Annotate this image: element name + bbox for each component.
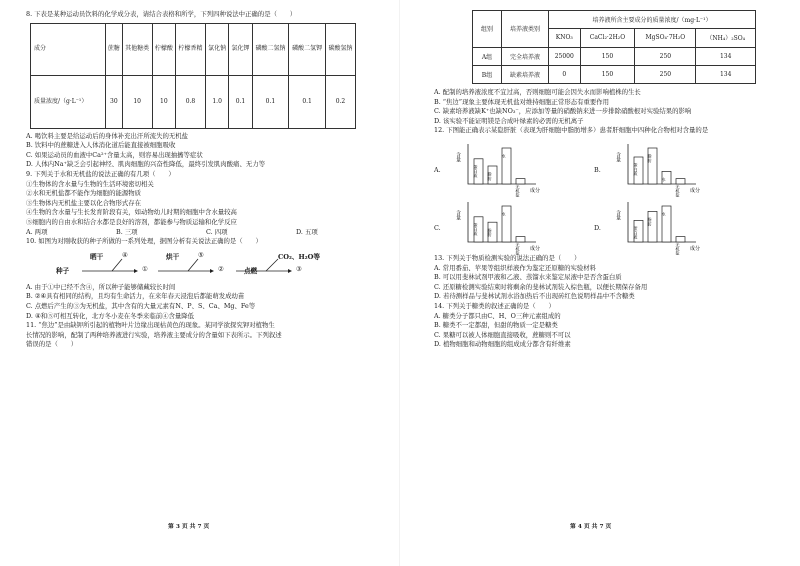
flow-step-dry: 晒干 [90, 252, 104, 261]
q8-option-a: A. 喝饮料主要是给运动后的身体补充出汗所流失的无机盐 [26, 131, 189, 140]
q13-option-c: C. 还原糖检测实验结束时将剩余的斐林试剂装入棕色瓶，以便长期保存备用 [434, 282, 648, 291]
table-cell: 磷酸二氢钾 [289, 23, 326, 76]
table-cell: 氯化钠 [205, 23, 228, 76]
q14-option-d: D. 植物细胞和动物细胞的组成成分都含有纤维素 [434, 340, 571, 349]
bar-label: 蛋白质 [473, 164, 479, 178]
right-page-footer: 第 4 页 共 7 页 [570, 524, 612, 530]
table-cell: 0.8 [175, 76, 205, 129]
bar-chart [615, 140, 736, 198]
table-cell: 蔗糖 [106, 23, 123, 76]
table-cell: 30 [106, 76, 123, 129]
q10-option-b: B. ②④具有相同的结构，且均有生命活力，在来年春天浸泡后都能萌发成幼苗 [26, 292, 245, 301]
bar-label: 脂肪 [487, 171, 493, 181]
q10-flow-diagram [56, 249, 386, 281]
q11-stem-line-1: 11. “焦边”是由缺钾所引起的植物叶片边缘出现枯黄色的现象。某同学欲探究钾对植物生 [26, 321, 275, 330]
chart-letter: A. [434, 165, 441, 174]
chart-letter: B. [594, 165, 601, 174]
q12-stem: 12. 下图能正确表示某隐肝脏（表现为肝细胞中脂肪增多）患者肝细胞中四种化合物相对含量的是 [434, 126, 709, 135]
table-cell: 250 [635, 65, 696, 83]
q13-option-a: A. 常用番茄、苹果等组织样液作为鉴定还原糖的实验材料 [434, 263, 597, 272]
bar-label: 蛋白质 [473, 222, 479, 236]
q9-option-b: B. 三项 [116, 227, 138, 236]
flow-step-burn: 点燃 [244, 266, 258, 275]
q12-charts [434, 136, 780, 254]
bar [516, 237, 525, 242]
table-cell: 134 [696, 47, 756, 65]
flow-seed: 种子 [56, 266, 70, 275]
flow-residue-4: ④ [122, 250, 128, 259]
table-cell: 10 [122, 76, 152, 129]
bar-label: 蛋白质 [633, 226, 639, 239]
bar [648, 211, 657, 242]
q10-option-d: D. ④和⑤可相互转化，北方冬小麦在冬季来临前④含量降低 [26, 311, 195, 320]
q11-table [472, 10, 756, 84]
q14-option-b: B. 糖类不一定都甜，但甜的物质一定是糖类 [434, 321, 558, 330]
table-cell: 培养液类别 [502, 11, 549, 48]
flow-residue-5: ⑤ [198, 250, 204, 259]
bar-chart [615, 198, 736, 256]
q9-option-d: D. 五项 [296, 227, 318, 236]
table-cell: 柠檬酸 [152, 23, 175, 76]
q13-option-d: D. 若待测样品与斐林试剂水浴加热后不出现砖红色说明样品中不含糖类 [434, 292, 635, 301]
q8-option-c: C. 如果运动员的血液中Ca²⁺含量太高，则容易出现抽搐等症状 [26, 150, 203, 159]
bar-label: 脂肪 [647, 153, 653, 163]
table-cell: 150 [580, 65, 635, 83]
bar-label: 无机盐 [515, 242, 521, 256]
table-cell: 柠檬香精 [175, 23, 205, 76]
table-cell: 完全培养液 [502, 47, 549, 65]
q14-option-a: A. 糖类分子都只由C、H、O三种元素组成的 [434, 311, 561, 320]
flow-product-3: ③ [296, 264, 302, 273]
right-page [400, 0, 800, 566]
table-cell: 134 [696, 65, 756, 83]
q11-stem-line-2: 长情况的影响，配制了两种培养液进行实验，培养液主要成分的含量如下表所示。下列叙述 [26, 330, 282, 339]
bar-label: 蛋白质 [633, 162, 639, 176]
table-cell: 10 [152, 76, 175, 129]
q11-option-c: C. 缺素培养液缺K⁺也缺NO₃⁻，应添加等量的硝酸钠来进一步排除硝酸根对实验结果的影响 [434, 107, 692, 116]
table-cell: 缺素培养液 [502, 65, 549, 83]
table-cell: 氯化钾 [229, 23, 252, 76]
x-axis-label: 成分 [690, 187, 701, 194]
table-cell: KNO₃ [549, 29, 581, 47]
table-cell: 磷酸二氢钠 [252, 23, 289, 76]
bar-label: 脂肪 [647, 217, 653, 226]
bar-chart [455, 140, 576, 198]
q13-option-b: B. 可以用斐林试剂甲液和乙液、蒸馏水来鉴定尿液中是否含蛋白质 [434, 273, 622, 282]
x-axis-label: 成分 [530, 245, 541, 252]
table-cell: 0.1 [252, 76, 289, 129]
q10-option-a: A. 由于①中已经不含④，所以种子能够储藏较长时间 [26, 282, 176, 291]
bar [676, 179, 685, 184]
q13-stem: 13. 下列关于物质检测实验的说法正确的是（ ） [434, 253, 581, 262]
table-cell: 组别 [473, 11, 502, 48]
q9-item-1: ①生物体的含水量与生物的生活环境密切相关 [26, 179, 154, 188]
table-cell: 0.2 [325, 76, 355, 129]
table-cell: A组 [473, 47, 502, 65]
y-axis-label: 含量 [455, 151, 461, 162]
table-cell: 其他糖类 [122, 23, 152, 76]
chart-letter: D. [594, 223, 601, 232]
q8-option-b: B. 饮料中的蔗糖进入人体消化道后能直接被细胞吸收 [26, 141, 176, 150]
bar-label: 水 [501, 153, 507, 159]
left-page-footer: 第 3 页 共 7 页 [168, 524, 210, 530]
flow-step-bake: 烘干 [166, 252, 180, 261]
flow-product-2: ② [218, 264, 224, 273]
table-cell: 0 [549, 65, 581, 83]
bar-label: 水 [661, 177, 667, 182]
bar-label: 脂肪 [487, 228, 493, 237]
q8-option-d: D. 人体内Na⁺缺乏会引起神经、肌肉细胞的兴奋性降低，最终引发肌肉酸痛、无力等 [26, 160, 266, 169]
q11-option-d: D. 该实验不能证明镁是合成叶绿素的必需的无机离子 [434, 116, 584, 125]
x-axis-label: 成分 [690, 245, 701, 252]
q14-option-c: C. 果糖可以被人体细胞直接吸收，蔗糖则不可以 [434, 330, 571, 339]
q14-stem: 14. 下列关于糖类的叙述正确的是（ ） [434, 301, 555, 310]
bar-chart [455, 198, 576, 256]
q9-stem: 9. 下列关于水和无机盐的说法正确的有几项（ ） [26, 169, 175, 178]
q9-item-3: ③生物体内无机盐主要以化合物形式存在 [26, 198, 142, 207]
bar-label: 无机盐 [675, 184, 681, 198]
q9-options [26, 228, 386, 238]
table-row [473, 47, 756, 65]
bar [676, 237, 685, 242]
table-cell: 碳酸氢钠 [325, 23, 355, 76]
q11-stem-line-3: 错误的是（ ） [26, 340, 78, 349]
y-axis-label: 含量 [615, 209, 621, 220]
q10-stem: 10. 如图为对刚收获的种子所做的一系列处理，据图分析有关说法正确的是（ ） [26, 237, 262, 246]
table-cell: 0.1 [289, 76, 326, 129]
bar-label: 水 [501, 211, 507, 217]
flow-product-1: ① [142, 264, 148, 273]
y-axis-label: 含量 [455, 209, 461, 220]
table-cell: 1.0 [205, 76, 228, 129]
q8-table [30, 23, 356, 129]
table-cell: （NH₄）₂SO₄ [696, 29, 756, 47]
q11-option-a: A. 配制的培养液浓度不宜过高，否则细胞可能会因失水而影响植株的生长 [434, 88, 641, 96]
table-cell: 成分 [31, 23, 106, 76]
bar-label: 无机盐 [515, 184, 521, 198]
q11-option-b: B. “焦边”现象主要体现无机盐对维持细胞正常形态有重要作用 [434, 97, 610, 106]
table-cell: 质量浓度/（g·L⁻¹） [31, 76, 106, 129]
q9-item-4: ④生物的含水量与生长发育阶段有关，如动物幼儿时期的细胞中含水量较高 [26, 208, 237, 217]
table-cell: MgSO₄·7H₂O [635, 29, 696, 47]
q9-option-a: A. 两项 [26, 227, 48, 236]
q10-option-c: C. 点燃后产生的③为无机盐，其中含有的大量元素有N、P、S、Ca、Mg、Fe等 [26, 301, 256, 310]
chart-letter: C. [434, 223, 441, 232]
table-cell: 0.1 [229, 76, 252, 129]
bar-label: 水 [661, 211, 667, 217]
flow-gas: CO₂、H₂O等 [278, 252, 320, 261]
table-cell: CaCl₂·2H₂O [580, 29, 635, 47]
bar [516, 179, 525, 184]
x-axis-label: 成分 [530, 187, 541, 194]
q9-option-c: C. 四项 [206, 227, 228, 236]
table-row [31, 76, 356, 129]
q9-item-5: ⑤细胞内的自由水和结合水都是良好的溶剂，都能参与物质运输和化学反应 [26, 217, 237, 226]
q8-stem: 8. 下表是某种运动员饮料的化学成分表，请结合表格和所学，下列四种说法中正确的是（ ） [26, 10, 297, 18]
table-cell: 培养液所含主要成分的质量浓度/（mg·L⁻¹） [549, 11, 756, 29]
table-row [473, 65, 756, 83]
table-cell: 250 [635, 47, 696, 65]
y-axis-label: 含量 [615, 151, 621, 162]
table-cell: 150 [580, 47, 635, 65]
table-cell: 25000 [549, 47, 581, 65]
q9-item-2: ②水和无机盐都不能作为细胞的能源物质 [26, 189, 142, 198]
bar-label: 无机盐 [675, 242, 681, 256]
table-row [31, 23, 356, 76]
table-cell: B组 [473, 65, 502, 83]
table-row [473, 11, 756, 29]
